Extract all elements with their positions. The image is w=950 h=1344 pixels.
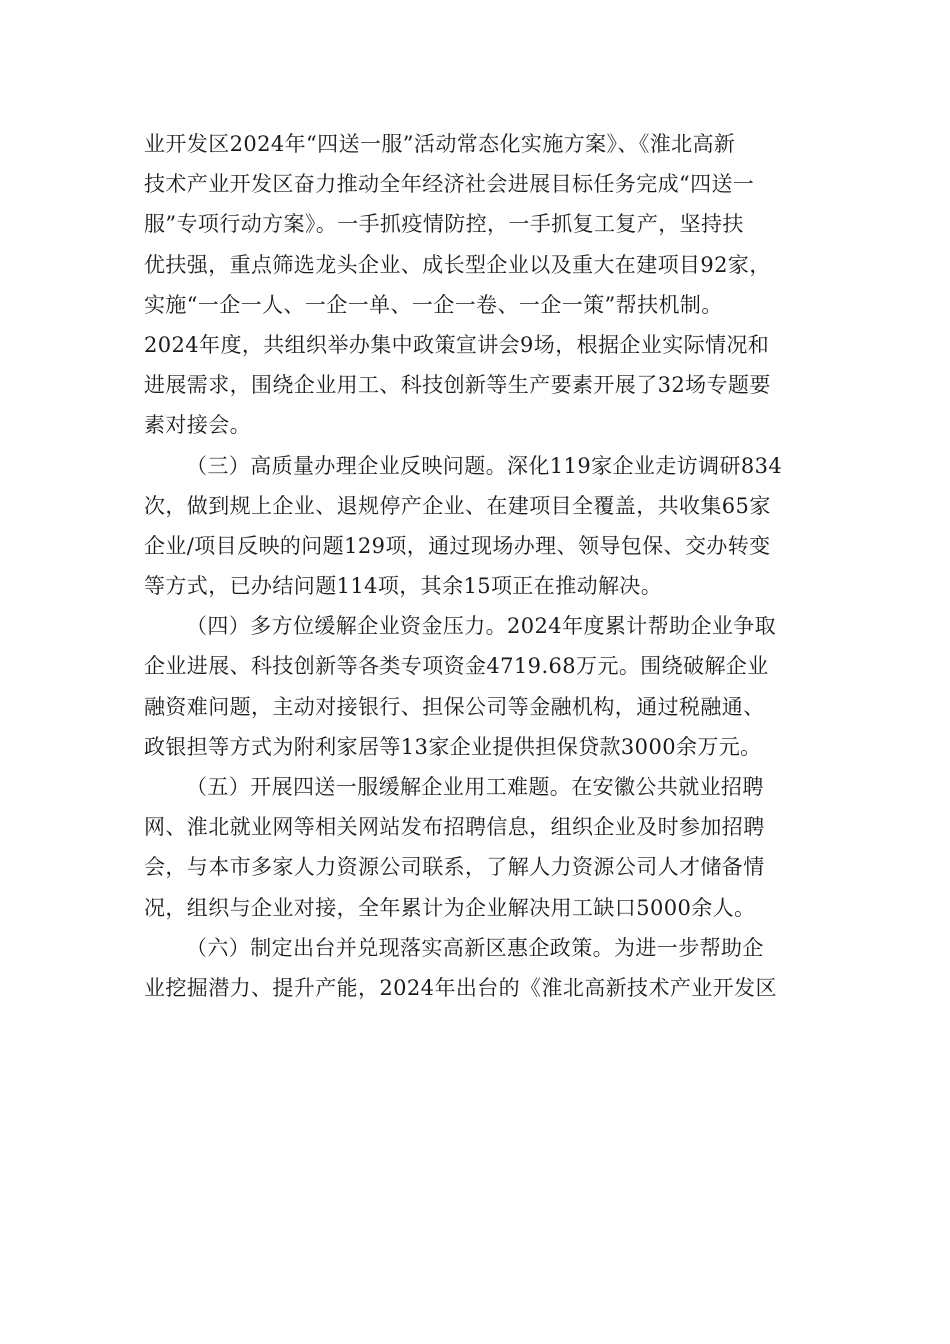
text-line: 进展需求，围绕企业用工、科技创新等生产要素开展了32场专题要 bbox=[144, 373, 771, 398]
paragraph-first-line: （四）多方位缓解企业资金压力。2024年度累计帮助企业争取 bbox=[186, 614, 777, 639]
text-line: 素对接会。 bbox=[144, 413, 251, 438]
text-line: 实施“一企一人、一企一单、一企一卷、一企一策”帮扶机制。 bbox=[144, 292, 723, 317]
text-line: 等方式，已办结问题114项，其余15项正在推动解决。 bbox=[144, 574, 663, 599]
paragraph-first-line: （六）制定出台并兑现落实高新区惠企政策。为进一步帮助企 bbox=[186, 935, 764, 960]
text-line: 技术产业开发区奋力推动全年经济社会进展目标任务完成“四送一 bbox=[144, 172, 755, 197]
text-line: 况，组织与企业对接，全年累计为企业解决用工缺口5000余人。 bbox=[144, 895, 756, 920]
text-line: 会，与本市多家人力资源公司联系，了解人力资源公司人才储备情 bbox=[144, 855, 765, 880]
text-line: 优扶强，重点筛选龙头企业、成长型企业以及重大在建项目92家， bbox=[144, 252, 771, 277]
text-line: 融资难问题，主动对接银行、担保公司等金融机构，通过税融通、 bbox=[144, 694, 765, 719]
text-line: 网、淮北就业网等相关网站发布招聘信息，组织企业及时参加招聘 bbox=[144, 815, 765, 840]
text-line: 企业/项目反映的问题129项，通过现场办理、领导包保、交办转变 bbox=[144, 533, 771, 558]
paragraph-first-line: （三）高质量办理企业反映问题。深化119家企业走访调研834 bbox=[186, 453, 783, 478]
text-line: 企业进展、科技创新等各类专项资金4719.68万元。围绕破解企业 bbox=[144, 654, 769, 679]
text-line: 政银担等方式为附利家居等13家企业提供担保贷款3000余万元。 bbox=[144, 734, 762, 759]
text-line: 业挖掘潜力、提升产能，2024年出台的《淮北高新技术产业开发区 bbox=[144, 975, 777, 1000]
text-line: 服”专项行动方案》。一手抓疫情防控，一手抓复工复产，坚持扶 bbox=[144, 212, 744, 237]
body-text bbox=[144, 124, 809, 1008]
paragraph-first-line: （五）开展四送一服缓解企业用工难题。在安徽公共就业招聘 bbox=[186, 775, 764, 799]
text-line: 2024年度，共组织举办集中政策宣讲会9场，根据企业实际情况和 bbox=[144, 332, 770, 357]
text-line: 次，做到规上企业、退规停产企业、在建项目全覆盖，共收集65家 bbox=[144, 493, 771, 518]
text-line: 业开发区2024年“四送一服”活动常态化实施方案》、《淮北高新 bbox=[144, 132, 736, 156]
